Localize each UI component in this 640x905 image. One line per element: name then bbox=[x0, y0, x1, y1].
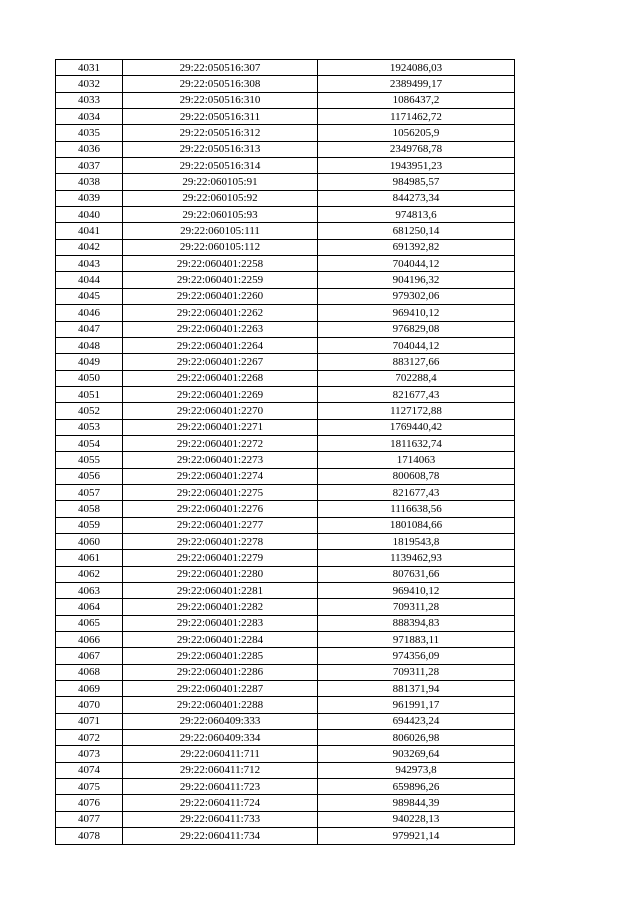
value-cell: 1086437,2 bbox=[318, 92, 515, 108]
cadastral-number-cell: 29:22:060409:333 bbox=[123, 713, 318, 729]
table-row bbox=[56, 386, 515, 402]
table-row bbox=[56, 60, 515, 76]
table-row bbox=[56, 452, 515, 468]
value-cell: 709311,28 bbox=[318, 664, 515, 680]
row-number-cell: 4068 bbox=[56, 664, 123, 680]
cadastral-number-cell: 29:22:060411:733 bbox=[123, 811, 318, 827]
cadastral-number-cell: 29:22:060411:724 bbox=[123, 795, 318, 811]
row-number-cell: 4065 bbox=[56, 615, 123, 631]
row-number-cell: 4050 bbox=[56, 370, 123, 386]
cadastral-number-cell: 29:22:050516:311 bbox=[123, 109, 318, 125]
value-cell: 888394,83 bbox=[318, 615, 515, 631]
row-number-cell: 4058 bbox=[56, 501, 123, 517]
value-cell: 704044,12 bbox=[318, 337, 515, 353]
cadastral-number-cell: 29:22:060401:2273 bbox=[123, 452, 318, 468]
cadastral-number-cell: 29:22:060105:91 bbox=[123, 174, 318, 190]
table-row bbox=[56, 92, 515, 108]
cadastral-number-cell: 29:22:060401:2262 bbox=[123, 305, 318, 321]
table-row bbox=[56, 664, 515, 680]
row-number-cell: 4041 bbox=[56, 223, 123, 239]
table-body bbox=[56, 60, 515, 845]
cadastral-number-cell: 29:22:060401:2259 bbox=[123, 272, 318, 288]
table-row bbox=[56, 305, 515, 321]
row-number-cell: 4075 bbox=[56, 779, 123, 795]
value-cell: 979302,06 bbox=[318, 288, 515, 304]
cadastral-number-cell: 29:22:050516:314 bbox=[123, 158, 318, 174]
cadastral-number-cell: 29:22:060401:2260 bbox=[123, 288, 318, 304]
cadastral-number-cell: 29:22:060401:2267 bbox=[123, 354, 318, 370]
row-number-cell: 4048 bbox=[56, 337, 123, 353]
cadastral-number-cell: 29:22:060411:734 bbox=[123, 828, 318, 844]
row-number-cell: 4038 bbox=[56, 174, 123, 190]
value-cell: 1943951,23 bbox=[318, 158, 515, 174]
row-number-cell: 4060 bbox=[56, 533, 123, 549]
table-row bbox=[56, 533, 515, 549]
row-number-cell: 4067 bbox=[56, 648, 123, 664]
value-cell: 979921,14 bbox=[318, 828, 515, 844]
table-row bbox=[56, 795, 515, 811]
value-cell: 881371,94 bbox=[318, 681, 515, 697]
table-row bbox=[56, 681, 515, 697]
value-cell: 806026,98 bbox=[318, 730, 515, 746]
value-cell: 969410,12 bbox=[318, 583, 515, 599]
value-cell: 821677,43 bbox=[318, 484, 515, 500]
row-number-cell: 4047 bbox=[56, 321, 123, 337]
value-cell: 1714063 bbox=[318, 452, 515, 468]
row-number-cell: 4062 bbox=[56, 566, 123, 582]
table-row bbox=[56, 713, 515, 729]
row-number-cell: 4074 bbox=[56, 762, 123, 778]
table-row bbox=[56, 337, 515, 353]
cadastral-value-table bbox=[55, 59, 515, 845]
cadastral-number-cell: 29:22:050516:310 bbox=[123, 92, 318, 108]
cadastral-number-cell: 29:22:060401:2268 bbox=[123, 370, 318, 386]
value-cell: 1056205,9 bbox=[318, 125, 515, 141]
value-cell: 800608,78 bbox=[318, 468, 515, 484]
cadastral-number-cell: 29:22:060401:2283 bbox=[123, 615, 318, 631]
row-number-cell: 4037 bbox=[56, 158, 123, 174]
table-row bbox=[56, 239, 515, 255]
cadastral-number-cell: 29:22:060401:2278 bbox=[123, 533, 318, 549]
table-row bbox=[56, 174, 515, 190]
value-cell: 1811632,74 bbox=[318, 435, 515, 451]
table-row bbox=[56, 354, 515, 370]
value-cell: 702288,4 bbox=[318, 370, 515, 386]
cadastral-number-cell: 29:22:060401:2269 bbox=[123, 386, 318, 402]
value-cell: 940228,13 bbox=[318, 811, 515, 827]
row-number-cell: 4064 bbox=[56, 599, 123, 615]
cadastral-number-cell: 29:22:060401:2271 bbox=[123, 419, 318, 435]
value-cell: 1171462,72 bbox=[318, 109, 515, 125]
table-row bbox=[56, 730, 515, 746]
table-row bbox=[56, 256, 515, 272]
table-row bbox=[56, 321, 515, 337]
cadastral-number-cell: 29:22:060411:712 bbox=[123, 762, 318, 778]
cadastral-number-cell: 29:22:060105:93 bbox=[123, 207, 318, 223]
cadastral-number-cell: 29:22:060401:2287 bbox=[123, 681, 318, 697]
row-number-cell: 4070 bbox=[56, 697, 123, 713]
cadastral-number-cell: 29:22:060401:2281 bbox=[123, 583, 318, 599]
value-cell: 989844,39 bbox=[318, 795, 515, 811]
value-cell: 1801084,66 bbox=[318, 517, 515, 533]
table-row bbox=[56, 109, 515, 125]
cadastral-number-cell: 29:22:050516:307 bbox=[123, 60, 318, 76]
value-cell: 942973,8 bbox=[318, 762, 515, 778]
table-row bbox=[56, 125, 515, 141]
value-cell: 974356,09 bbox=[318, 648, 515, 664]
cadastral-number-cell: 29:22:060411:723 bbox=[123, 779, 318, 795]
row-number-cell: 4052 bbox=[56, 403, 123, 419]
value-cell: 1819543,8 bbox=[318, 533, 515, 549]
value-cell: 821677,43 bbox=[318, 386, 515, 402]
row-number-cell: 4043 bbox=[56, 256, 123, 272]
row-number-cell: 4059 bbox=[56, 517, 123, 533]
value-cell: 1769440,42 bbox=[318, 419, 515, 435]
cadastral-number-cell: 29:22:060401:2275 bbox=[123, 484, 318, 500]
value-cell: 883127,66 bbox=[318, 354, 515, 370]
row-number-cell: 4077 bbox=[56, 811, 123, 827]
cadastral-number-cell: 29:22:060401:2286 bbox=[123, 664, 318, 680]
cadastral-number-cell: 29:22:050516:313 bbox=[123, 141, 318, 157]
cadastral-number-cell: 29:22:060105:111 bbox=[123, 223, 318, 239]
cadastral-number-cell: 29:22:060401:2258 bbox=[123, 256, 318, 272]
table-row bbox=[56, 223, 515, 239]
table-row bbox=[56, 141, 515, 157]
table-row bbox=[56, 811, 515, 827]
row-number-cell: 4042 bbox=[56, 239, 123, 255]
table-row bbox=[56, 288, 515, 304]
table-row bbox=[56, 762, 515, 778]
cadastral-number-cell: 29:22:060401:2276 bbox=[123, 501, 318, 517]
value-cell: 971883,11 bbox=[318, 632, 515, 648]
value-cell: 691392,82 bbox=[318, 239, 515, 255]
row-number-cell: 4044 bbox=[56, 272, 123, 288]
value-cell: 694423,24 bbox=[318, 713, 515, 729]
row-number-cell: 4055 bbox=[56, 452, 123, 468]
cadastral-number-cell: 29:22:060401:2284 bbox=[123, 632, 318, 648]
row-number-cell: 4036 bbox=[56, 141, 123, 157]
row-number-cell: 4063 bbox=[56, 583, 123, 599]
row-number-cell: 4057 bbox=[56, 484, 123, 500]
row-number-cell: 4039 bbox=[56, 190, 123, 206]
table-row bbox=[56, 583, 515, 599]
row-number-cell: 4066 bbox=[56, 632, 123, 648]
table-row bbox=[56, 272, 515, 288]
table-row bbox=[56, 566, 515, 582]
row-number-cell: 4049 bbox=[56, 354, 123, 370]
table-row bbox=[56, 435, 515, 451]
value-cell: 974813,6 bbox=[318, 207, 515, 223]
value-cell: 969410,12 bbox=[318, 305, 515, 321]
cadastral-number-cell: 29:22:060105:112 bbox=[123, 239, 318, 255]
table-row bbox=[56, 697, 515, 713]
row-number-cell: 4061 bbox=[56, 550, 123, 566]
table-row bbox=[56, 828, 515, 844]
row-number-cell: 4071 bbox=[56, 713, 123, 729]
cadastral-number-cell: 29:22:060401:2264 bbox=[123, 337, 318, 353]
table-row bbox=[56, 517, 515, 533]
row-number-cell: 4033 bbox=[56, 92, 123, 108]
table-row bbox=[56, 501, 515, 517]
row-number-cell: 4034 bbox=[56, 109, 123, 125]
cadastral-number-cell: 29:22:060401:2280 bbox=[123, 566, 318, 582]
cadastral-number-cell: 29:22:050516:312 bbox=[123, 125, 318, 141]
table-row bbox=[56, 484, 515, 500]
table-row bbox=[56, 190, 515, 206]
table-row bbox=[56, 207, 515, 223]
row-number-cell: 4056 bbox=[56, 468, 123, 484]
value-cell: 984985,57 bbox=[318, 174, 515, 190]
row-number-cell: 4031 bbox=[56, 60, 123, 76]
table-row bbox=[56, 158, 515, 174]
table-row bbox=[56, 76, 515, 92]
value-cell: 681250,14 bbox=[318, 223, 515, 239]
value-cell: 961991,17 bbox=[318, 697, 515, 713]
table-row bbox=[56, 468, 515, 484]
value-cell: 807631,66 bbox=[318, 566, 515, 582]
value-cell: 1139462,93 bbox=[318, 550, 515, 566]
value-cell: 659896,26 bbox=[318, 779, 515, 795]
value-cell: 1924086,03 bbox=[318, 60, 515, 76]
row-number-cell: 4035 bbox=[56, 125, 123, 141]
value-cell: 2349768,78 bbox=[318, 141, 515, 157]
cadastral-number-cell: 29:22:060105:92 bbox=[123, 190, 318, 206]
table-row bbox=[56, 599, 515, 615]
cadastral-number-cell: 29:22:060401:2263 bbox=[123, 321, 318, 337]
row-number-cell: 4040 bbox=[56, 207, 123, 223]
cadastral-number-cell: 29:22:060401:2277 bbox=[123, 517, 318, 533]
table-row bbox=[56, 779, 515, 795]
table-row bbox=[56, 615, 515, 631]
table-row bbox=[56, 746, 515, 762]
value-cell: 2389499,17 bbox=[318, 76, 515, 92]
table-row bbox=[56, 632, 515, 648]
value-cell: 1116638,56 bbox=[318, 501, 515, 517]
value-cell: 709311,28 bbox=[318, 599, 515, 615]
row-number-cell: 4073 bbox=[56, 746, 123, 762]
cadastral-number-cell: 29:22:060401:2270 bbox=[123, 403, 318, 419]
cadastral-number-cell: 29:22:060401:2274 bbox=[123, 468, 318, 484]
table-row bbox=[56, 550, 515, 566]
cadastral-number-cell: 29:22:060409:334 bbox=[123, 730, 318, 746]
table-row bbox=[56, 370, 515, 386]
cadastral-number-cell: 29:22:060401:2282 bbox=[123, 599, 318, 615]
row-number-cell: 4069 bbox=[56, 681, 123, 697]
row-number-cell: 4045 bbox=[56, 288, 123, 304]
row-number-cell: 4078 bbox=[56, 828, 123, 844]
row-number-cell: 4053 bbox=[56, 419, 123, 435]
value-cell: 1127172,88 bbox=[318, 403, 515, 419]
table-row bbox=[56, 419, 515, 435]
table-row bbox=[56, 403, 515, 419]
value-cell: 844273,34 bbox=[318, 190, 515, 206]
cadastral-number-cell: 29:22:060401:2285 bbox=[123, 648, 318, 664]
value-cell: 976829,08 bbox=[318, 321, 515, 337]
row-number-cell: 4051 bbox=[56, 386, 123, 402]
table-row bbox=[56, 648, 515, 664]
cadastral-number-cell: 29:22:060401:2279 bbox=[123, 550, 318, 566]
row-number-cell: 4032 bbox=[56, 76, 123, 92]
row-number-cell: 4076 bbox=[56, 795, 123, 811]
cadastral-number-cell: 29:22:060401:2288 bbox=[123, 697, 318, 713]
row-number-cell: 4072 bbox=[56, 730, 123, 746]
cadastral-number-cell: 29:22:050516:308 bbox=[123, 76, 318, 92]
value-cell: 903269,64 bbox=[318, 746, 515, 762]
value-cell: 704044,12 bbox=[318, 256, 515, 272]
row-number-cell: 4046 bbox=[56, 305, 123, 321]
value-cell: 904196,32 bbox=[318, 272, 515, 288]
cadastral-number-cell: 29:22:060401:2272 bbox=[123, 435, 318, 451]
cadastral-number-cell: 29:22:060411:711 bbox=[123, 746, 318, 762]
row-number-cell: 4054 bbox=[56, 435, 123, 451]
